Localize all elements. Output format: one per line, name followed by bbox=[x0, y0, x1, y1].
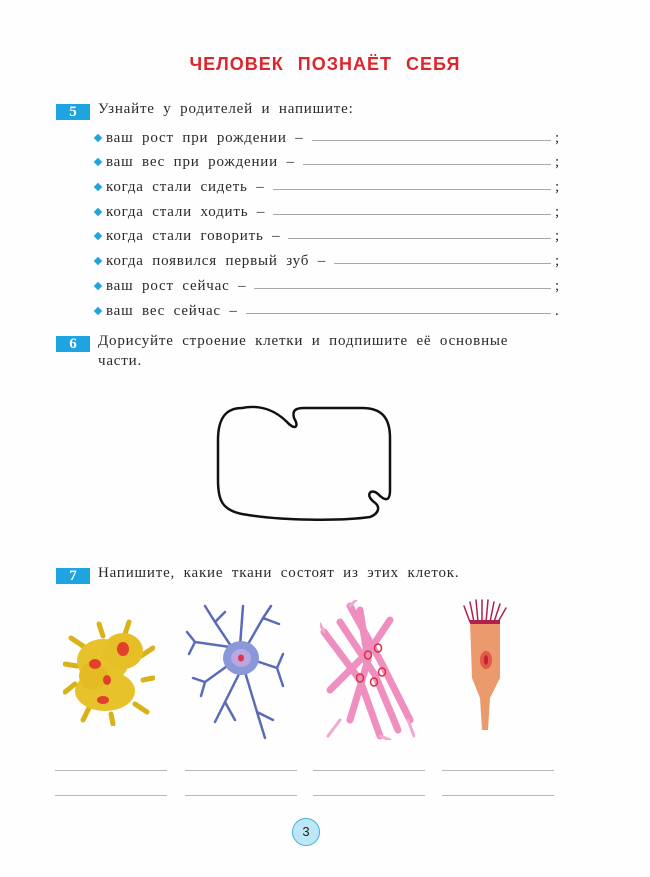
nerve-cell-image bbox=[185, 602, 285, 742]
task-prompt-line-1: Дорисуйте строение клетки и подпишите её основные bbox=[98, 333, 509, 349]
answer-line[interactable] bbox=[185, 795, 297, 796]
task-prompt: Узнайте у родителей и напишите: bbox=[98, 101, 354, 117]
answer-line[interactable] bbox=[442, 770, 554, 771]
answer-line[interactable] bbox=[442, 795, 554, 796]
list-item: ваш вес сейчас – . bbox=[95, 295, 565, 320]
bullet-icon bbox=[94, 158, 102, 166]
bullet-icon bbox=[94, 257, 102, 265]
muscle-cells-image bbox=[320, 600, 415, 740]
answer-field[interactable] bbox=[246, 313, 551, 314]
answer-field[interactable] bbox=[273, 189, 551, 190]
answer-field[interactable] bbox=[303, 164, 551, 165]
bone-cells-image bbox=[63, 616, 155, 726]
task-prompt-line-2: части. bbox=[98, 353, 142, 369]
answer-field[interactable] bbox=[273, 214, 551, 215]
bullet-icon bbox=[94, 282, 102, 290]
cell-images bbox=[55, 598, 565, 748]
list-item: когда стали говорить – ; bbox=[95, 221, 565, 246]
answer-field[interactable] bbox=[334, 263, 551, 264]
epithelial-cell-image bbox=[460, 598, 510, 738]
answer-line[interactable] bbox=[313, 795, 425, 796]
bullet-icon bbox=[94, 183, 102, 191]
list-item: ваш рост при рождении – ; bbox=[95, 122, 565, 147]
task-number-badge: 7 bbox=[56, 568, 90, 584]
cell-outline-drawing[interactable] bbox=[212, 400, 397, 525]
answer-line[interactable] bbox=[313, 770, 425, 771]
answer-field[interactable] bbox=[254, 288, 551, 289]
list-item: когда появился первый зуб – ; bbox=[95, 245, 565, 270]
page-number: 3 bbox=[292, 818, 320, 846]
task-number-badge: 6 bbox=[56, 336, 90, 352]
page-title: ЧЕЛОВЕК ПОЗНАЁТ СЕБЯ bbox=[189, 54, 461, 74]
bullet-icon bbox=[94, 208, 102, 216]
list-item: ваш вес при рождении – ; bbox=[95, 147, 565, 172]
task-number-badge: 5 bbox=[56, 104, 90, 120]
bullet-icon bbox=[94, 232, 102, 240]
task-5-items bbox=[95, 122, 565, 320]
answer-line[interactable] bbox=[185, 770, 297, 771]
list-item: когда стали ходить – ; bbox=[95, 196, 565, 221]
bullet-icon bbox=[94, 306, 102, 314]
list-item: ваш рост сейчас – ; bbox=[95, 270, 565, 295]
answer-field[interactable] bbox=[312, 140, 552, 141]
answer-field[interactable] bbox=[288, 238, 551, 239]
bullet-icon bbox=[94, 133, 102, 141]
answer-line[interactable] bbox=[55, 770, 167, 771]
answer-line[interactable] bbox=[55, 795, 167, 796]
list-item: когда стали сидеть – ; bbox=[95, 171, 565, 196]
task-prompt: Напишите, какие ткани состоят из этих клеток. bbox=[98, 565, 460, 581]
